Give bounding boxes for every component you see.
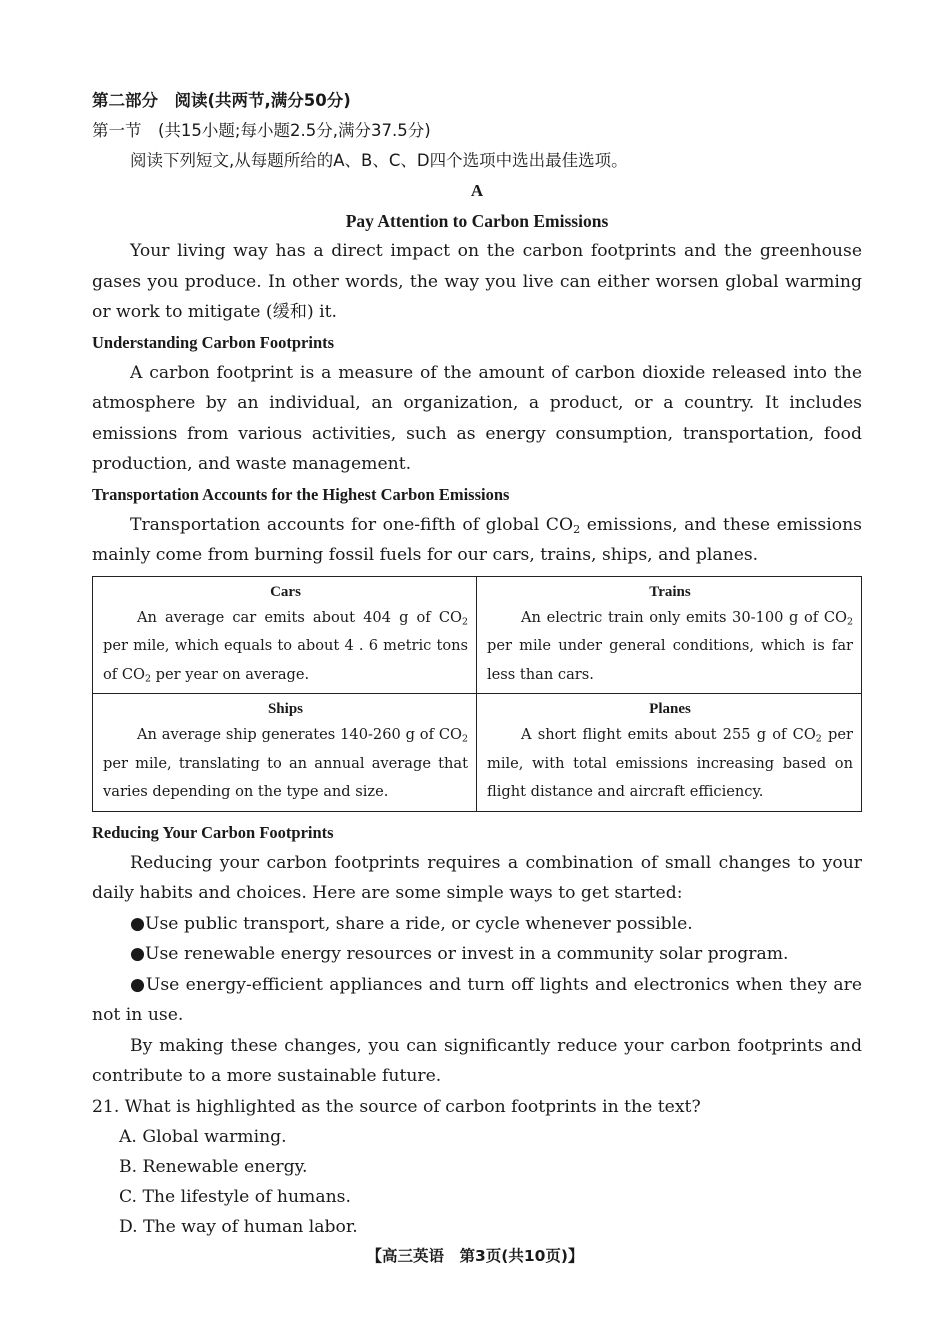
section2-paragraph: Transportation accounts for one-fifth of global $CO_2$ emissions, and these emissions mainly come from burning fossil fuels for our cars, trains, ships, and planes. [92,514,862,565]
co2-subscript: 2 [573,522,581,536]
section1-heading: Understanding Carbon Footprints [92,332,335,352]
exam-page [92,86,862,1242]
option-c[interactable]: C. The lifestyle of humans. [119,1186,351,1207]
table-cell-trains [477,577,861,695]
option-a[interactable]: A. Global warming. [119,1126,287,1147]
instruction: 阅读下列短文,从每题所给的A、B、C、D四个选项中选出最佳选项。 [130,151,628,170]
cars-title: Cars [270,583,301,600]
section-header: 第二部分 阅读(共两节,满分50分) [92,91,351,110]
question-stem: 21. What is highlighted as the source of carbon footprints in the text? [92,1096,701,1117]
trains-title: Trains [649,583,691,600]
bullet-dot-icon: ● [130,944,145,964]
page-footer: 【高三英语 第3页(共10页)】 [366,1247,584,1265]
bullet-dot-icon: ● [130,913,145,934]
cars-text: An average car emits about 404 g of $CO_2$ per mile, which equals to about 4 . 6 metric tons of $CO_2$ per year on average. [103,608,468,684]
subsection-header: 第一节 (共15小题;每小题2.5分,满分37.5分) [92,121,431,140]
section2-heading: Transportation Accounts for the Highest Carbon Emissions [92,484,510,504]
section3-paragraph: Reducing your carbon footprints requires a combination of small changes to your daily habits and choices. Here are some simple ways to get started: [92,852,862,903]
table-cell-ships [93,694,477,811]
option-d[interactable]: D. The way of human labor. [119,1216,358,1237]
ships-text: An average ship generates 140-260 g of $CO_2$ per mile, translating to an annual average that varies depending on the type and size. [103,726,468,800]
conclusion-paragraph: By making these changes, you can significantly reduce your carbon footprints and contribute to a more sustainable future. [92,1035,862,1086]
table-cell-cars [93,577,477,695]
bullet-item: ●Use energy-efficient appliances and turn off lights and electronics when they are not in use. [92,974,862,1025]
passage-label: A [470,181,484,200]
planes-title: Planes [649,701,691,717]
passage-title: Pay Attention to Carbon Emissions [345,211,609,231]
trains-text: An electric train only emits 30-100 g of $CO_2$ per mile under general conditions, which is far less than cars. [487,608,853,683]
intro-paragraph: Your living way has a direct impact on the carbon footprints and the greenhouse gases you produce. In other words, the way you live can either worsen global warming or work to mitigate (缓和) it. [92,241,862,322]
emissions-table [92,576,862,812]
ships-title: Ships [267,701,304,717]
bullet-item: ●Use renewable energy resources or invest in a community solar program. [130,944,789,964]
bullet-item: ●Use public transport, share a ride, or cycle whenever possible. [130,913,693,934]
section1-paragraph: A carbon footprint is a measure of the amount of carbon dioxide released into the atmosphere by an individual, an organization, a product, or a country. It includes emissions from various activities, such as energy consumption, transportation, food production, and waste management. [92,362,862,474]
section3-heading: Reducing Your Carbon Footprints [92,822,334,842]
option-b[interactable]: B. Renewable energy. [119,1156,308,1177]
planes-text: A short flight emits about 255 g of $CO_2$ per mile, with total emissions increasing based on flight distance and aircraft efficiency. [487,726,854,800]
table-cell-planes [477,694,861,811]
bullet-dot-icon: ● [130,974,146,995]
